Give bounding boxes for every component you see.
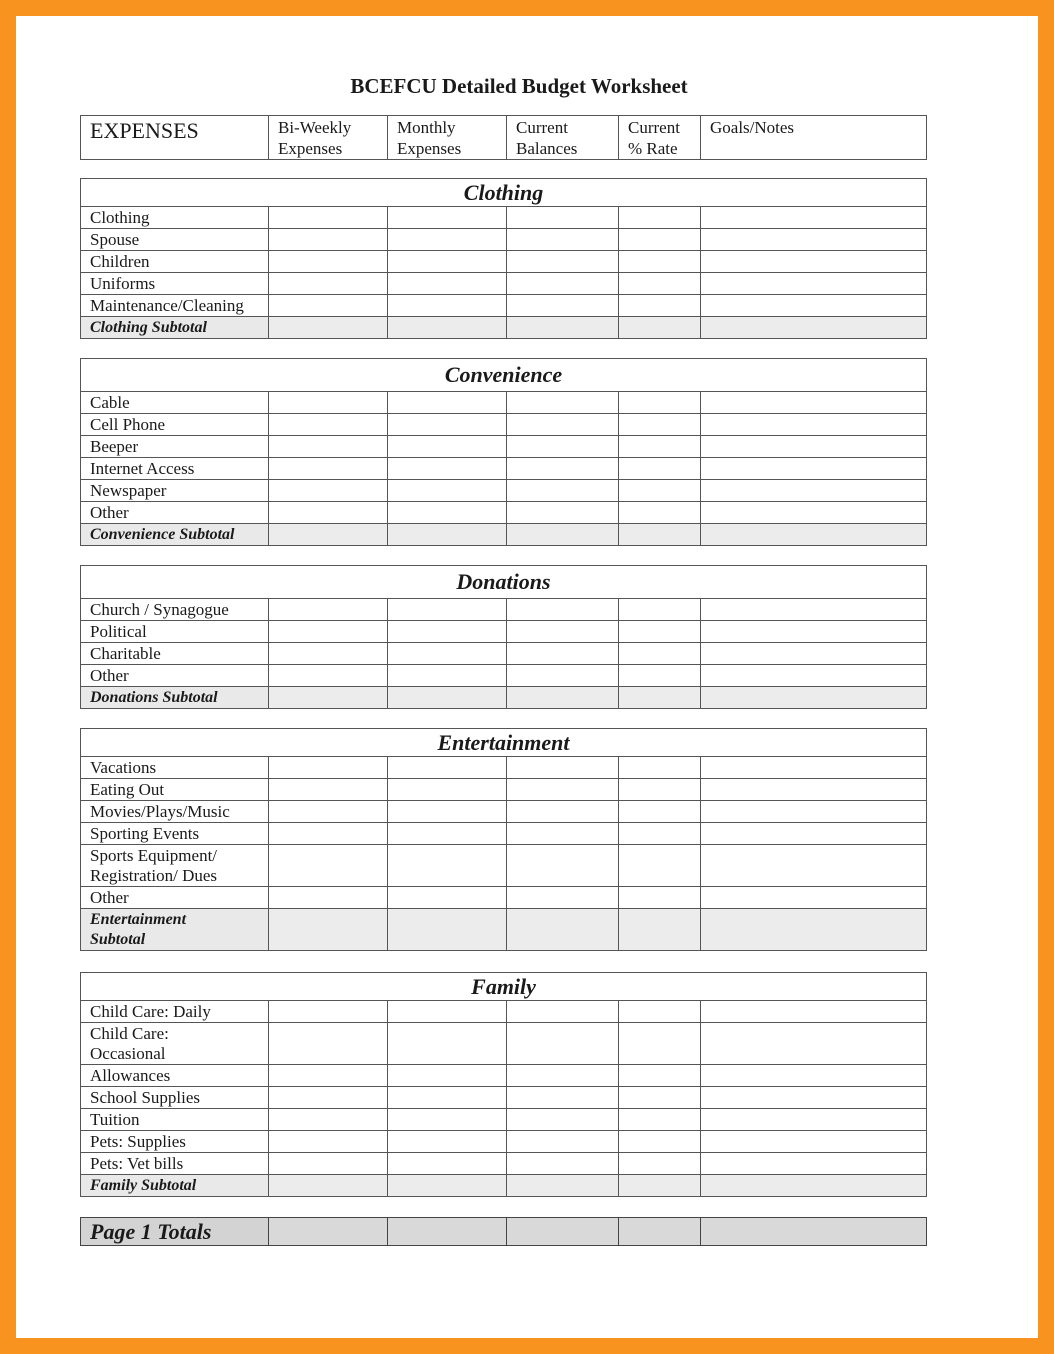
column-header-table xyxy=(80,115,927,160)
entry-cell[interactable] xyxy=(269,436,388,458)
entry-cell[interactable] xyxy=(269,317,388,339)
expense-label: Other xyxy=(81,502,269,524)
entry-cell[interactable] xyxy=(507,524,619,546)
entry-cell[interactable] xyxy=(269,1109,388,1131)
entry-cell[interactable] xyxy=(619,887,701,909)
entry-cell[interactable] xyxy=(507,643,619,665)
entry-cell[interactable] xyxy=(701,643,927,665)
entry-cell[interactable] xyxy=(269,251,388,273)
entry-cell[interactable] xyxy=(619,502,701,524)
table-row xyxy=(81,295,927,317)
entry-cell[interactable] xyxy=(507,436,619,458)
table-row xyxy=(81,1131,927,1153)
table-row xyxy=(81,1065,927,1087)
entry-cell[interactable] xyxy=(388,458,507,480)
entry-cell[interactable] xyxy=(269,1087,388,1109)
table-row xyxy=(81,207,927,229)
entry-cell[interactable] xyxy=(701,909,927,951)
table-row xyxy=(81,480,927,502)
entry-cell[interactable] xyxy=(388,599,507,621)
entry-cell[interactable] xyxy=(619,1023,701,1065)
table-row xyxy=(81,414,927,436)
entry-cell[interactable] xyxy=(701,779,927,801)
entry-cell[interactable] xyxy=(701,1023,927,1065)
expense-label: Sports Equipment/ Registration/ Dues xyxy=(81,845,269,887)
expense-label: Vacations xyxy=(81,757,269,779)
expense-label: Children xyxy=(81,251,269,273)
entry-cell[interactable] xyxy=(269,1023,388,1065)
entry-cell[interactable] xyxy=(388,1087,507,1109)
entry-cell[interactable] xyxy=(388,207,507,229)
entry-cell[interactable] xyxy=(619,757,701,779)
table-row xyxy=(81,251,927,273)
subtotal-label: Convenience Subtotal xyxy=(81,524,269,546)
entry-cell[interactable] xyxy=(701,801,927,823)
entry-cell[interactable] xyxy=(388,317,507,339)
entry-cell[interactable] xyxy=(619,295,701,317)
table-row xyxy=(81,1001,927,1023)
table-row xyxy=(81,1153,927,1175)
entry-cell[interactable] xyxy=(701,1131,927,1153)
entry-cell[interactable] xyxy=(507,251,619,273)
entry-cell[interactable] xyxy=(619,909,701,951)
section-table-convenience xyxy=(80,358,927,546)
entry-cell[interactable] xyxy=(619,687,701,709)
entry-cell[interactable] xyxy=(507,229,619,251)
entry-cell[interactable] xyxy=(619,779,701,801)
section-title: Convenience xyxy=(81,359,927,392)
expense-label: Maintenance/Cleaning xyxy=(81,295,269,317)
entry-cell[interactable] xyxy=(269,779,388,801)
section-title: Entertainment xyxy=(81,729,927,757)
entry-cell[interactable] xyxy=(388,887,507,909)
col-balances: Current Balances xyxy=(507,116,619,160)
section-table-entertainment xyxy=(80,728,927,951)
entry-cell[interactable] xyxy=(269,1065,388,1087)
expense-label: Pets: Vet bills xyxy=(81,1153,269,1175)
entry-cell[interactable] xyxy=(507,823,619,845)
expense-label: Sporting Events xyxy=(81,823,269,845)
page-totals-table xyxy=(80,1217,927,1246)
entry-cell[interactable] xyxy=(269,823,388,845)
entry-cell[interactable] xyxy=(507,414,619,436)
entry-cell[interactable] xyxy=(619,392,701,414)
entry-cell[interactable] xyxy=(701,436,927,458)
entry-cell[interactable] xyxy=(507,1023,619,1065)
section-table-family xyxy=(80,972,927,1197)
table-row xyxy=(81,887,927,909)
totals-cell[interactable] xyxy=(388,1218,507,1246)
entry-cell[interactable] xyxy=(619,1065,701,1087)
entry-cell[interactable] xyxy=(619,823,701,845)
entry-cell[interactable] xyxy=(269,845,388,887)
entry-cell[interactable] xyxy=(507,1153,619,1175)
table-row xyxy=(81,1023,927,1065)
entry-cell[interactable] xyxy=(269,887,388,909)
entry-cell[interactable] xyxy=(507,1131,619,1153)
table-row xyxy=(81,757,927,779)
table-row xyxy=(81,599,927,621)
expense-label: Beeper xyxy=(81,436,269,458)
entry-cell[interactable] xyxy=(619,251,701,273)
entry-cell[interactable] xyxy=(388,1175,507,1197)
expense-label: Clothing xyxy=(81,207,269,229)
entry-cell[interactable] xyxy=(701,687,927,709)
entry-cell[interactable] xyxy=(269,480,388,502)
entry-cell[interactable] xyxy=(619,1131,701,1153)
section-table-clothing xyxy=(80,178,927,339)
entry-cell[interactable] xyxy=(388,295,507,317)
entry-cell[interactable] xyxy=(507,665,619,687)
entry-cell[interactable] xyxy=(701,392,927,414)
entry-cell[interactable] xyxy=(701,823,927,845)
table-row xyxy=(81,229,927,251)
entry-cell[interactable] xyxy=(701,665,927,687)
entry-cell[interactable] xyxy=(388,1001,507,1023)
entry-cell[interactable] xyxy=(701,1175,927,1197)
entry-cell[interactable] xyxy=(388,1023,507,1065)
subtotal-label: Donations Subtotal xyxy=(81,687,269,709)
entry-cell[interactable] xyxy=(388,1131,507,1153)
entry-cell[interactable] xyxy=(388,414,507,436)
entry-cell[interactable] xyxy=(507,480,619,502)
entry-cell[interactable] xyxy=(388,251,507,273)
entry-cell[interactable] xyxy=(269,621,388,643)
expense-label: Child Care: Occasional xyxy=(81,1023,269,1065)
entry-cell[interactable] xyxy=(619,845,701,887)
table-row xyxy=(81,392,927,414)
entry-cell[interactable] xyxy=(388,1109,507,1131)
entry-cell[interactable] xyxy=(269,229,388,251)
expense-label: Allowances xyxy=(81,1065,269,1087)
entry-cell[interactable] xyxy=(507,392,619,414)
entry-cell[interactable] xyxy=(388,436,507,458)
entry-cell[interactable] xyxy=(619,524,701,546)
entry-cell[interactable] xyxy=(619,317,701,339)
totals-cell[interactable] xyxy=(507,1218,619,1246)
totals-cell[interactable] xyxy=(619,1218,701,1246)
entry-cell[interactable] xyxy=(507,757,619,779)
entry-cell[interactable] xyxy=(507,1175,619,1197)
entry-cell[interactable] xyxy=(507,502,619,524)
entry-cell[interactable] xyxy=(269,665,388,687)
entry-cell[interactable] xyxy=(388,229,507,251)
entry-cell[interactable] xyxy=(619,643,701,665)
expense-label: Other xyxy=(81,665,269,687)
totals-cell[interactable] xyxy=(701,1218,927,1246)
entry-cell[interactable] xyxy=(269,599,388,621)
entry-cell[interactable] xyxy=(388,643,507,665)
section-title: Clothing xyxy=(81,179,927,207)
entry-cell[interactable] xyxy=(619,621,701,643)
entry-cell[interactable] xyxy=(701,317,927,339)
expenses-header: EXPENSES xyxy=(81,116,269,160)
entry-cell[interactable] xyxy=(388,823,507,845)
entry-cell[interactable] xyxy=(388,480,507,502)
expense-label: School Supplies xyxy=(81,1087,269,1109)
entry-cell[interactable] xyxy=(269,757,388,779)
entry-cell[interactable] xyxy=(507,295,619,317)
entry-cell[interactable] xyxy=(269,295,388,317)
entry-cell[interactable] xyxy=(507,317,619,339)
subtotal-label: Family Subtotal xyxy=(81,1175,269,1197)
entry-cell[interactable] xyxy=(619,414,701,436)
entry-cell[interactable] xyxy=(507,845,619,887)
entry-cell[interactable] xyxy=(507,1065,619,1087)
entry-cell[interactable] xyxy=(269,1175,388,1197)
section-title: Family xyxy=(81,973,927,1001)
table-row xyxy=(81,502,927,524)
entry-cell[interactable] xyxy=(507,909,619,951)
entry-cell[interactable] xyxy=(619,1153,701,1175)
entry-cell[interactable] xyxy=(619,207,701,229)
entry-cell[interactable] xyxy=(269,1001,388,1023)
entry-cell[interactable] xyxy=(507,207,619,229)
col-goals: Goals/Notes xyxy=(701,116,927,160)
col-rate: Current % Rate xyxy=(619,116,701,160)
table-row xyxy=(81,643,927,665)
entry-cell[interactable] xyxy=(701,599,927,621)
table-row xyxy=(81,845,927,887)
entry-cell[interactable] xyxy=(388,502,507,524)
table-row xyxy=(81,458,927,480)
expense-label: Newspaper xyxy=(81,480,269,502)
entry-cell[interactable] xyxy=(388,687,507,709)
entry-cell[interactable] xyxy=(701,1065,927,1087)
totals-cell[interactable] xyxy=(269,1218,388,1246)
entry-cell[interactable] xyxy=(388,801,507,823)
entry-cell[interactable] xyxy=(701,621,927,643)
expense-label: Other xyxy=(81,887,269,909)
table-row xyxy=(81,1087,927,1109)
entry-cell[interactable] xyxy=(507,599,619,621)
entry-cell[interactable] xyxy=(269,502,388,524)
table-row xyxy=(81,779,927,801)
expense-label: Cell Phone xyxy=(81,414,269,436)
table-row xyxy=(81,273,927,295)
entry-cell[interactable] xyxy=(701,1087,927,1109)
entry-cell[interactable] xyxy=(701,845,927,887)
expense-label: Cable xyxy=(81,392,269,414)
entry-cell[interactable] xyxy=(701,1153,927,1175)
entry-cell[interactable] xyxy=(619,229,701,251)
table-row xyxy=(81,801,927,823)
entry-cell[interactable] xyxy=(269,1153,388,1175)
entry-cell[interactable] xyxy=(269,392,388,414)
entry-cell[interactable] xyxy=(507,687,619,709)
entry-cell[interactable] xyxy=(507,1109,619,1131)
expense-label: Tuition xyxy=(81,1109,269,1131)
expense-label: Eating Out xyxy=(81,779,269,801)
entry-cell[interactable] xyxy=(269,687,388,709)
entry-cell[interactable] xyxy=(269,801,388,823)
entry-cell[interactable] xyxy=(619,1001,701,1023)
entry-cell[interactable] xyxy=(388,524,507,546)
entry-cell[interactable] xyxy=(388,273,507,295)
entry-cell[interactable] xyxy=(619,273,701,295)
expense-label: Church / Synagogue xyxy=(81,599,269,621)
entry-cell[interactable] xyxy=(269,458,388,480)
entry-cell[interactable] xyxy=(701,458,927,480)
entry-cell[interactable] xyxy=(388,1153,507,1175)
entry-cell[interactable] xyxy=(269,524,388,546)
entry-cell[interactable] xyxy=(701,524,927,546)
expense-label: Political xyxy=(81,621,269,643)
entry-cell[interactable] xyxy=(269,273,388,295)
table-row xyxy=(81,621,927,643)
table-row xyxy=(81,665,927,687)
entry-cell[interactable] xyxy=(619,665,701,687)
entry-cell[interactable] xyxy=(701,1001,927,1023)
table-row xyxy=(81,436,927,458)
entry-cell[interactable] xyxy=(507,273,619,295)
subtotal-row xyxy=(81,1175,927,1197)
entry-cell[interactable] xyxy=(701,273,927,295)
entry-cell[interactable] xyxy=(388,1065,507,1087)
entry-cell[interactable] xyxy=(388,909,507,951)
entry-cell[interactable] xyxy=(701,207,927,229)
expense-label: Spouse xyxy=(81,229,269,251)
subtotal-row xyxy=(81,909,927,951)
entry-cell[interactable] xyxy=(388,779,507,801)
entry-cell[interactable] xyxy=(269,643,388,665)
entry-cell[interactable] xyxy=(269,1131,388,1153)
page-totals-label: Page 1 Totals xyxy=(81,1218,269,1246)
entry-cell[interactable] xyxy=(701,414,927,436)
entry-cell[interactable] xyxy=(619,599,701,621)
entry-cell[interactable] xyxy=(388,665,507,687)
entry-cell[interactable] xyxy=(269,207,388,229)
entry-cell[interactable] xyxy=(507,458,619,480)
entry-cell[interactable] xyxy=(388,757,507,779)
table-row xyxy=(81,1109,927,1131)
entry-cell[interactable] xyxy=(507,779,619,801)
entry-cell[interactable] xyxy=(619,801,701,823)
entry-cell[interactable] xyxy=(701,229,927,251)
entry-cell[interactable] xyxy=(388,621,507,643)
subtotal-label: Entertainment Subtotal xyxy=(81,909,269,951)
expense-label: Internet Access xyxy=(81,458,269,480)
section-title: Donations xyxy=(81,566,927,599)
subtotal-row xyxy=(81,687,927,709)
expense-label: Charitable xyxy=(81,643,269,665)
expense-label: Uniforms xyxy=(81,273,269,295)
section-table-donations xyxy=(80,565,927,709)
col-biweekly: Bi-Weekly Expenses xyxy=(269,116,388,160)
entry-cell[interactable] xyxy=(701,757,927,779)
table-row xyxy=(81,823,927,845)
entry-cell[interactable] xyxy=(269,909,388,951)
entry-cell[interactable] xyxy=(619,480,701,502)
entry-cell[interactable] xyxy=(619,1109,701,1131)
entry-cell[interactable] xyxy=(619,1087,701,1109)
entry-cell[interactable] xyxy=(507,887,619,909)
entry-cell[interactable] xyxy=(507,621,619,643)
entry-cell[interactable] xyxy=(388,392,507,414)
entry-cell[interactable] xyxy=(701,1109,927,1131)
entry-cell[interactable] xyxy=(507,1001,619,1023)
subtotal-row xyxy=(81,317,927,339)
expense-label: Movies/Plays/Music xyxy=(81,801,269,823)
entry-cell[interactable] xyxy=(701,295,927,317)
entry-cell[interactable] xyxy=(701,502,927,524)
entry-cell[interactable] xyxy=(619,1175,701,1197)
entry-cell[interactable] xyxy=(269,414,388,436)
entry-cell[interactable] xyxy=(507,1087,619,1109)
worksheet-title: BCEFCU Detailed Budget Worksheet xyxy=(350,74,688,98)
entry-cell[interactable] xyxy=(701,251,927,273)
entry-cell[interactable] xyxy=(507,801,619,823)
subtotal-row xyxy=(81,524,927,546)
entry-cell[interactable] xyxy=(388,845,507,887)
entry-cell[interactable] xyxy=(619,458,701,480)
expense-label: Child Care: Daily xyxy=(81,1001,269,1023)
subtotal-label: Clothing Subtotal xyxy=(81,317,269,339)
entry-cell[interactable] xyxy=(701,480,927,502)
expense-label: Pets: Supplies xyxy=(81,1131,269,1153)
entry-cell[interactable] xyxy=(701,887,927,909)
entry-cell[interactable] xyxy=(619,436,701,458)
col-monthly: Monthly Expenses xyxy=(388,116,507,160)
